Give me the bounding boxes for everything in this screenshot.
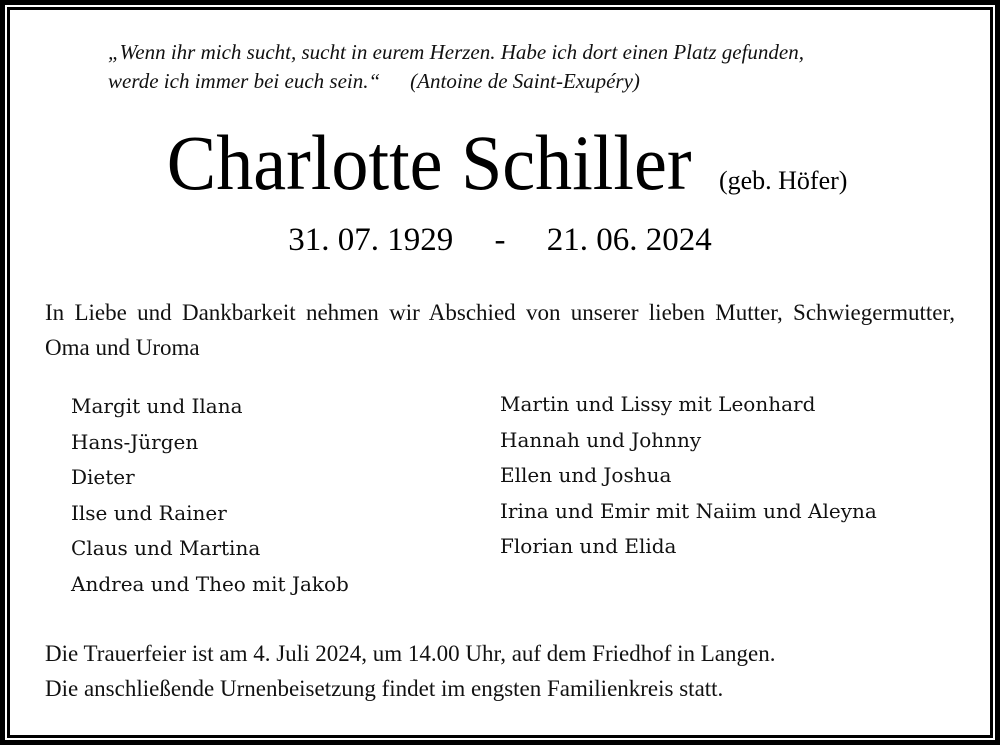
mourner-entry: Ellen und Joshua	[500, 463, 672, 487]
mourner-entry: Hannah und Johnny	[500, 427, 702, 452]
life-dates	[0, 222, 1000, 259]
quote-author: (Antoine de Saint-Exupéry)	[410, 69, 640, 93]
mourner-entry: Florian und Elida	[500, 534, 677, 558]
date-separator: -	[494, 222, 506, 258]
maiden-name: (geb. Höfer)	[718, 166, 848, 195]
urn-burial-line: Die anschließende Urnenbeisetzung findet im engsten Familienkreis statt.	[45, 676, 724, 701]
quote-line-1: „Wenn ihr mich sucht, sucht in eurem Herzen. Habe ich dort einen Platz gefunden,	[108, 40, 805, 64]
quote-line-2-text: werde ich immer bei euch sein.“	[108, 69, 381, 93]
mourner-entry: Irina und Emir mit Naiim und Aleyna	[500, 498, 877, 523]
mourner-entry: Dieter	[71, 465, 135, 489]
deceased-name-line	[0, 118, 1000, 208]
mourner-entry: Ilse und Rainer	[71, 500, 227, 525]
mourners-left-column	[71, 389, 349, 602]
mourner-entry: Martin und Lissy mit Leonhard	[500, 392, 816, 416]
inner-border	[7, 7, 993, 738]
death-date: 21. 06. 2024	[546, 222, 712, 258]
funeral-info	[45, 636, 965, 706]
mourner-entry: Andrea und Theo mit Jakob	[71, 571, 349, 596]
epigraph-quote	[108, 38, 938, 96]
farewell-text: In Liebe und Dankbarkeit nehmen wir Abschied von unserer lieben Mutter, Schwiegermutter, Oma und Uroma	[45, 300, 955, 360]
funeral-service-line: Die Trauerfeier ist am 4. Juli 2024, um 14.00 Uhr, auf dem Friedhof in Langen.	[45, 641, 776, 666]
deceased-name: Charlotte Schiller	[166, 119, 692, 206]
mourner-entry: Hans-Jürgen	[71, 429, 199, 454]
birth-date: 31. 07. 1929	[288, 222, 454, 258]
mourner-entry: Margit und Ilana	[71, 394, 243, 418]
mourners-right-column	[500, 387, 877, 565]
mourner-entry: Claus und Martina	[71, 536, 261, 560]
quote-line-2	[108, 67, 938, 96]
